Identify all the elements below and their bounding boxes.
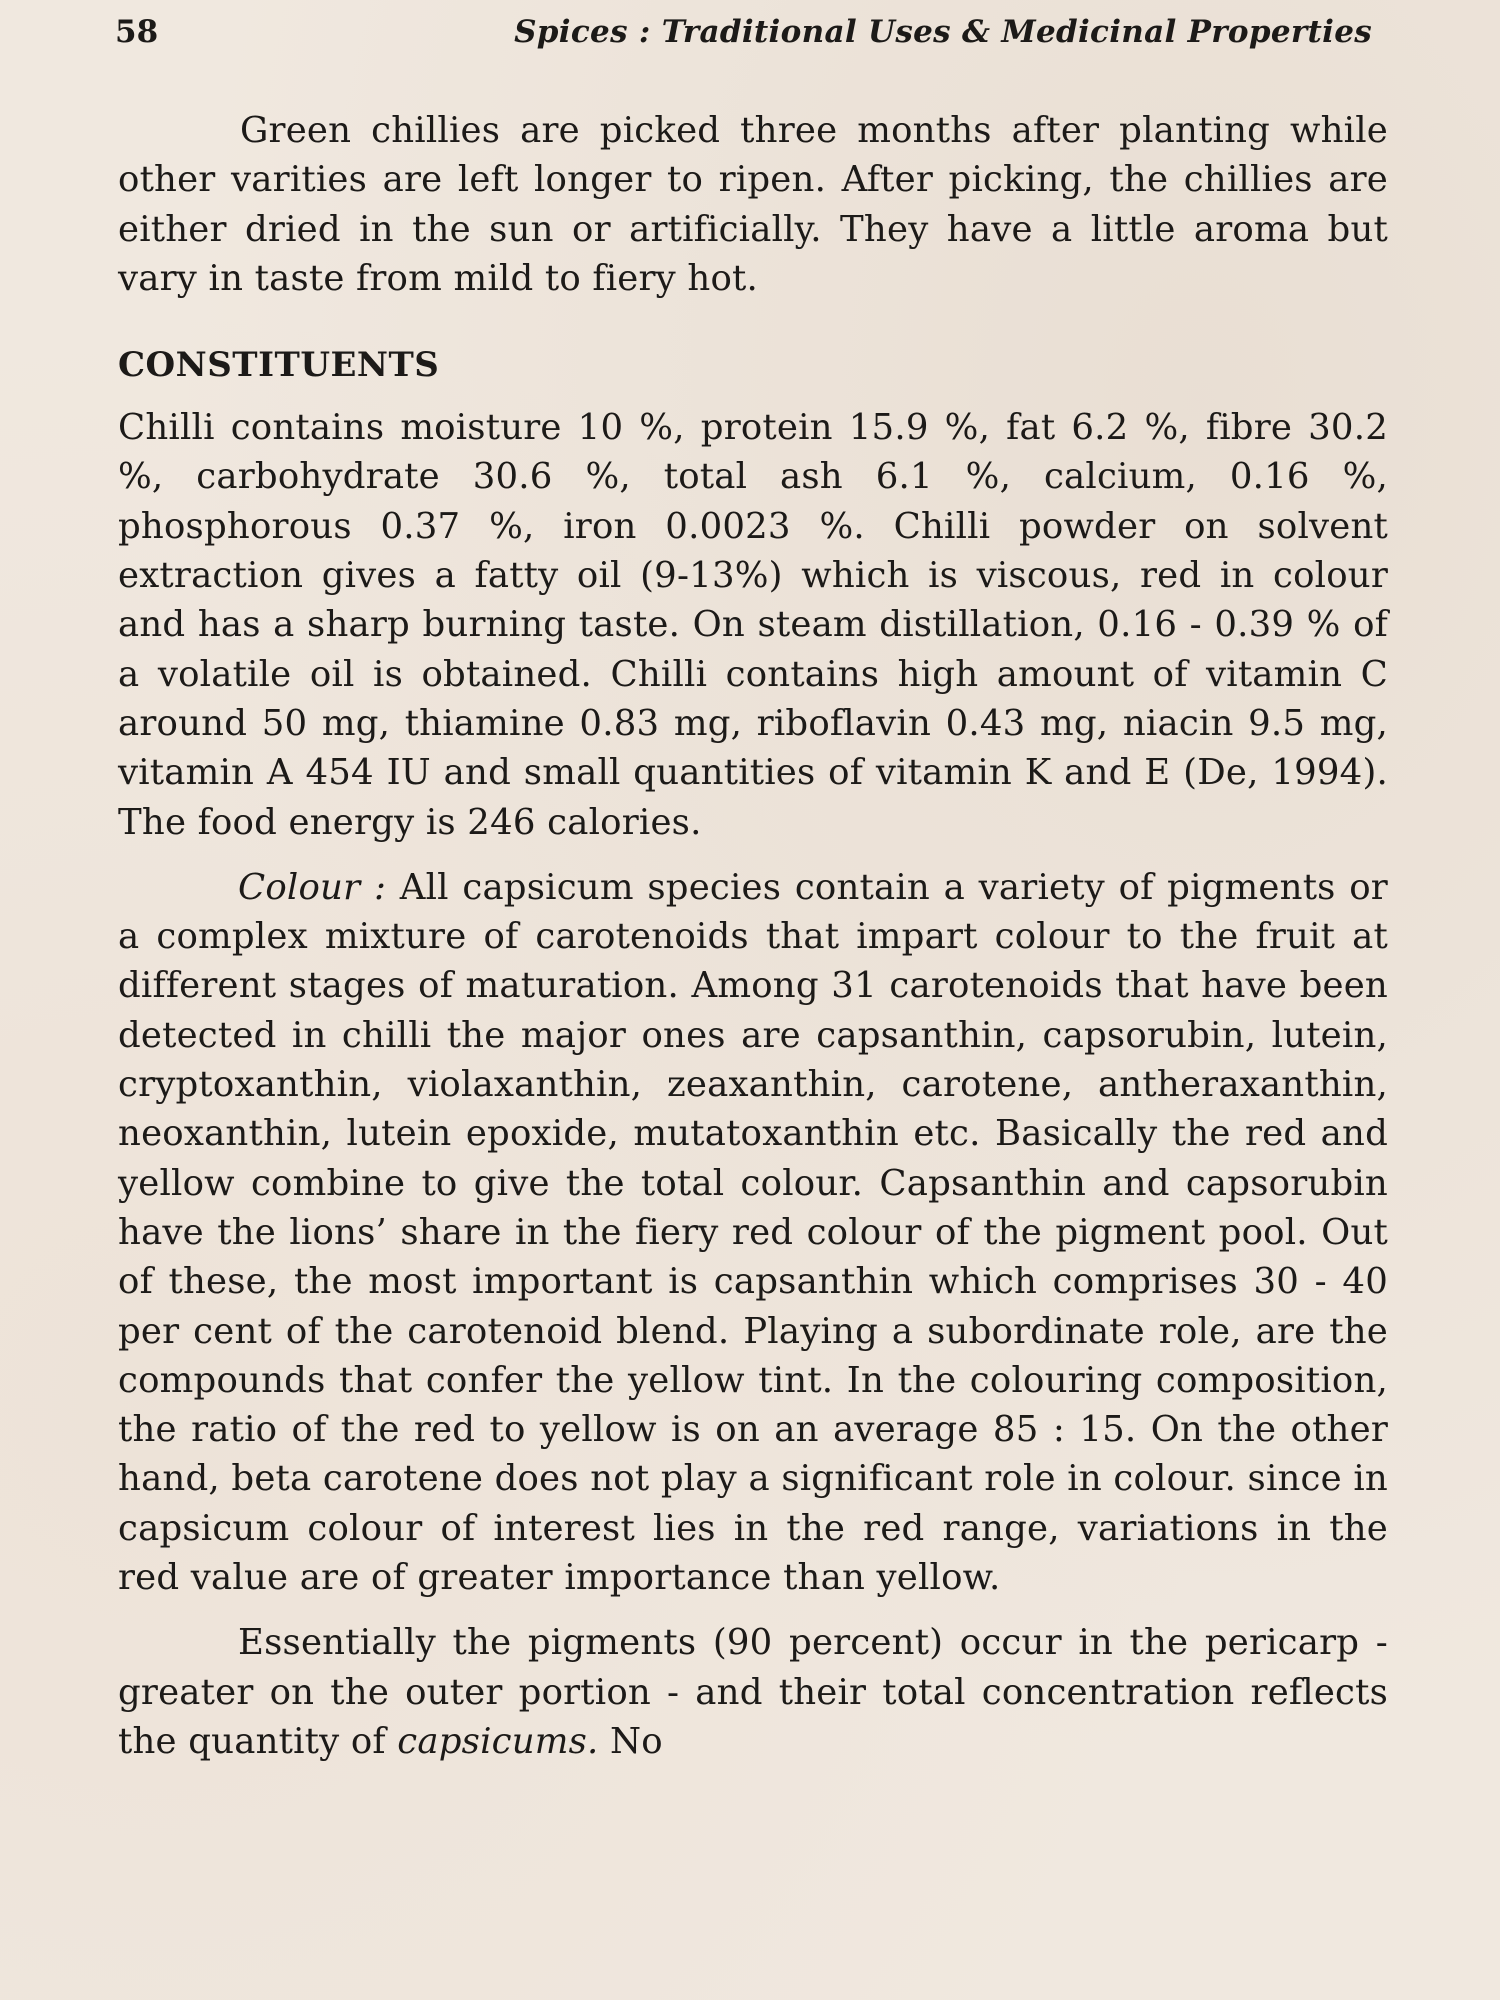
colour-run-in-heading: Colour :	[238, 866, 387, 908]
body-text	[118, 106, 1388, 1766]
pigments-paragraph	[118, 1618, 1388, 1766]
running-header	[115, 14, 1372, 64]
running-title: Spices : Traditional Uses & Medicinal Properties	[514, 14, 1372, 50]
colour-paragraph	[118, 863, 1388, 1602]
constituents-paragraph: Chilli contains moisture 10 %, protein 15.9 %, fat 6.2 %, fibre 30.2 %, carbohydrate 30.6 %, total ash 6.1 %, calcium, 0.16 %, phosphorous 0.37 %, iron 0.0023 %. Chilli powder on solvent extraction gives a fatty oil (9-13%) which is viscous, red in colour and has a sharp burning taste. On steam distillation, 0.16 - 0.39 % of a volatile oil is obtained. Chilli contains high amount of vitamin C around 50 mg, thiamine 0.83 mg, riboflavin 0.43 mg, niacin 9.5 mg, vitamin A 454 IU and small quantities of vitamin K and E (De, 1994). The food energy is 246 calories.	[118, 407, 1388, 843]
colour-paragraph-text: All capsicum species contain a variety of pigments or a complex mixture of carotenoids that impart colour to the fruit at different stages of maturation. Among 31 carotenoids that have been detected in chilli the major ones are capsanthin, capsorubin, lutein, cryptoxanthin, violaxanthin, zeaxanthin, carotene, antheraxanthin, neoxanthin, lutein epoxide, mutatoxanthin etc. Basically the red and yellow combine to give the total colour. Capsanthin and capsorubin have the lions’ share in the fiery red colour of the pigment pool. Out of these, the most important is capsanthin which comprises 30 - 40 per cent of the carotenoid blend. Playing a subordinate role, are the compounds that confer the yellow tint. In the colouring composition, the ratio of the red to yellow is on an average 85 : 15. On the other hand, beta carotene does not play a significant role in colour. since in capsicum colour of interest lies in the red range, variations in the red value are of greater importance than yellow.	[118, 866, 1388, 1599]
pigments-italic-term: capsicums.	[397, 1720, 599, 1762]
section-heading-constituents: CONSTITUENTS	[118, 345, 440, 386]
page-number: 58	[115, 14, 159, 50]
pigments-text-end: No	[610, 1720, 663, 1762]
pigments-text-start: Essentially the pigments (90 percent) occur in the pericarp - greater on the outer portion - and their total concentration reflects the quantity of	[118, 1622, 1388, 1762]
intro-paragraph: Green chillies are picked three months after planting while other varities are left longer to ripen. After picking, the chillies are either dried in the sun or artificially. They have a little aroma but vary in taste from mild to fiery hot.	[118, 110, 1388, 299]
